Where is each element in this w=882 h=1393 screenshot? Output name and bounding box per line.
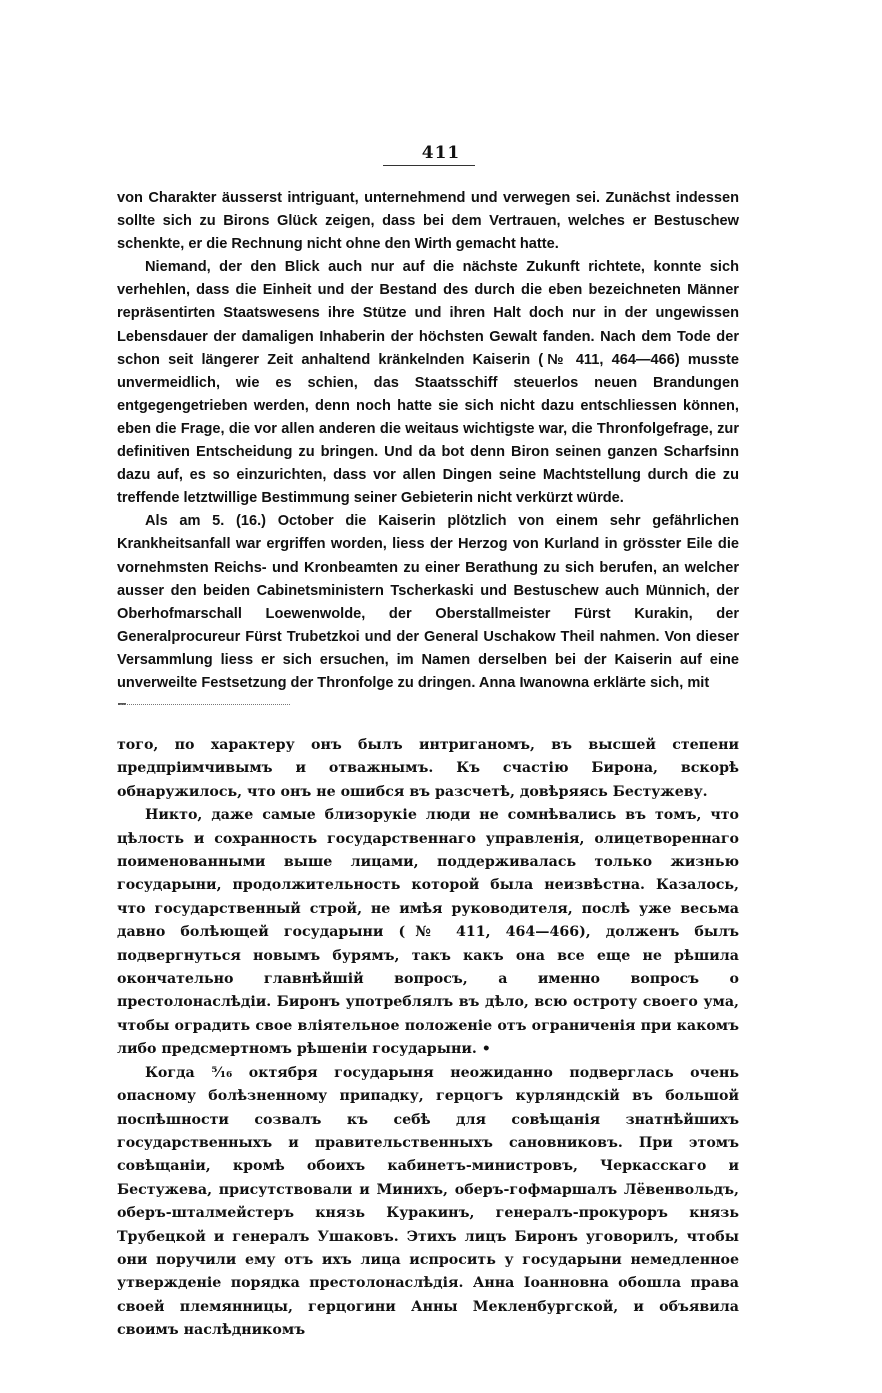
russian-paragraph-1: того, по характеру онъ былъ интриганомъ, въ высшей степени предпріимчивымъ и отважнымъ. Къ счастію Бирона, вскорѣ обнаружилось, что онъ не ошибся въ разсчетѣ, довѣряясь Бестужеву. bbox=[117, 737, 739, 800]
russian-text-block bbox=[117, 734, 739, 1343]
section-divider bbox=[120, 704, 290, 705]
german-paragraph-1: von Charakter äusserst intriguant, unternehmend und verwegen sei. Zunächst indessen sollte sich zu Birons Glück zeigen, dass bei dem Vertrauen, welches er Bestuschew schenkte, er die Rechnung nicht ohne den Wirth gemacht hatte. bbox=[117, 190, 739, 253]
russian-paragraph-2: Никто, даже самые близорукіе люди не сомнѣвались въ томъ, что цѣлость и сохранность государственнаго управленія, олицетвореннаго поименованными выше лицами, поддерживалась только жизнью государыни, продолжительность которой была неизвѣстна. Казалось, что государственный строй, не имѣя руководителя, послѣ уже весьма давно болѣющей государыни (№ 411, 464—466), долженъ былъ подвергнуться новымъ бурямъ, такъ какъ она все еще не рѣшила окончательно главнѣйшій вопросъ, а именно вопросъ о престолонаслѣдіи. Биронъ употреблялъ въ дѣло, всю остроту своего ума, чтобы оградить свое вліятельное положеніе отъ ограниченія при какомъ либо предсмертномъ рѣшеніи государыни. • bbox=[117, 807, 739, 1058]
russian-paragraph-3: Когда ⁵⁄₁₆ октября государыня неожиданно подверглась очень опасному болѣзненному припадку, герцогъ курляндскій въ большой поспѣшности созвалъ къ себѣ для совѣщанія знатнѣйшихъ государственныхъ и правительственныхъ сановниковъ. При этомъ совѣщаніи, кромѣ обоихъ кабинетъ-министровъ, Черкасскаго и Бестужева, присутствовали и Минихъ, оберъ-гофмаршалъ Лёвенвольдъ, оберъ-шталмейстеръ князь Куракинъ, генералъ-прокуроръ князь Трубецкой и генералъ Ушаковъ. Этихъ лицъ Биронъ уговорилъ, чтобы они поручили ему отъ ихъ лица испросить у государыни немедленное утвержденіе порядка престолонаслѣдія. Анна Іоанновна обошла права своей племянницы, герцогини Анны Мекленбургской, и объявила своимъ наслѣдникомъ bbox=[117, 1064, 739, 1339]
german-text-block bbox=[117, 187, 739, 695]
page-number-rule bbox=[383, 165, 475, 166]
german-paragraph-3: Als am 5. (16.) October die Kaiserin plötzlich von einem sehr gefährlichen Krankheitsanfall war ergriffen worden, liess der Herzog von Kurland in grösster Eile die vornehmsten Reichs- und Kronbeamten zu einer Berathung zu sich berufen, an welcher ausser den beiden Cabinetsministern Tscherkaski und Bestuschew auch Münnich, der Oberhofmarschall Loewenwolde, der Oberstallmeister Fürst Kurakin, der Generalprocureur Fürst Trubetzkoi und der General Uschakow Theil nahmen. Von dieser Versammlung liess er sich ersuchen, im Namen derselben bei der Kaiserin auf eine unverweilte Festsetzung der Thronfolge zu dringen. Anna Iwanowna erklärte sich, mit bbox=[117, 513, 739, 691]
german-paragraph-2: Niemand, der den Blick auch nur auf die nächste Zukunft richtete, konnte sich verhehlen, dass die Einheit und der Bestand des durch die eben bezeichneten Männer repräsentirten Staatswesens ihre Stütze und ihren Halt doch nur in der ungewissen Lebensdauer der damaligen Inhaberin der höchsten Gewalt fanden. Nach dem Tode der schon seit längerer Zeit anhaltend kränkelnden Kaiserin (№ 411, 464—466) musste unvermeidlich, wie es schien, das Staatsschiff steuerlos neuen Brandungen entgegengetrieben werden, denn noch hatte sie sich nicht dazu entschliessen können, eben die Frage, die vor allen anderen die weitaus wichtigste war, die Thronfolgefrage, zur definitiven Entscheidung zu bringen. Und da bot denn Biron seinen ganzen Scharfsinn dazu auf, es so einzurichten, dass vor allen Dingen seine Machtstellung durch die zu treffende letztwillige Bestimmung seiner Gebieterin nicht verkürzt würde. bbox=[117, 259, 739, 507]
page-number: 411 bbox=[421, 143, 461, 163]
